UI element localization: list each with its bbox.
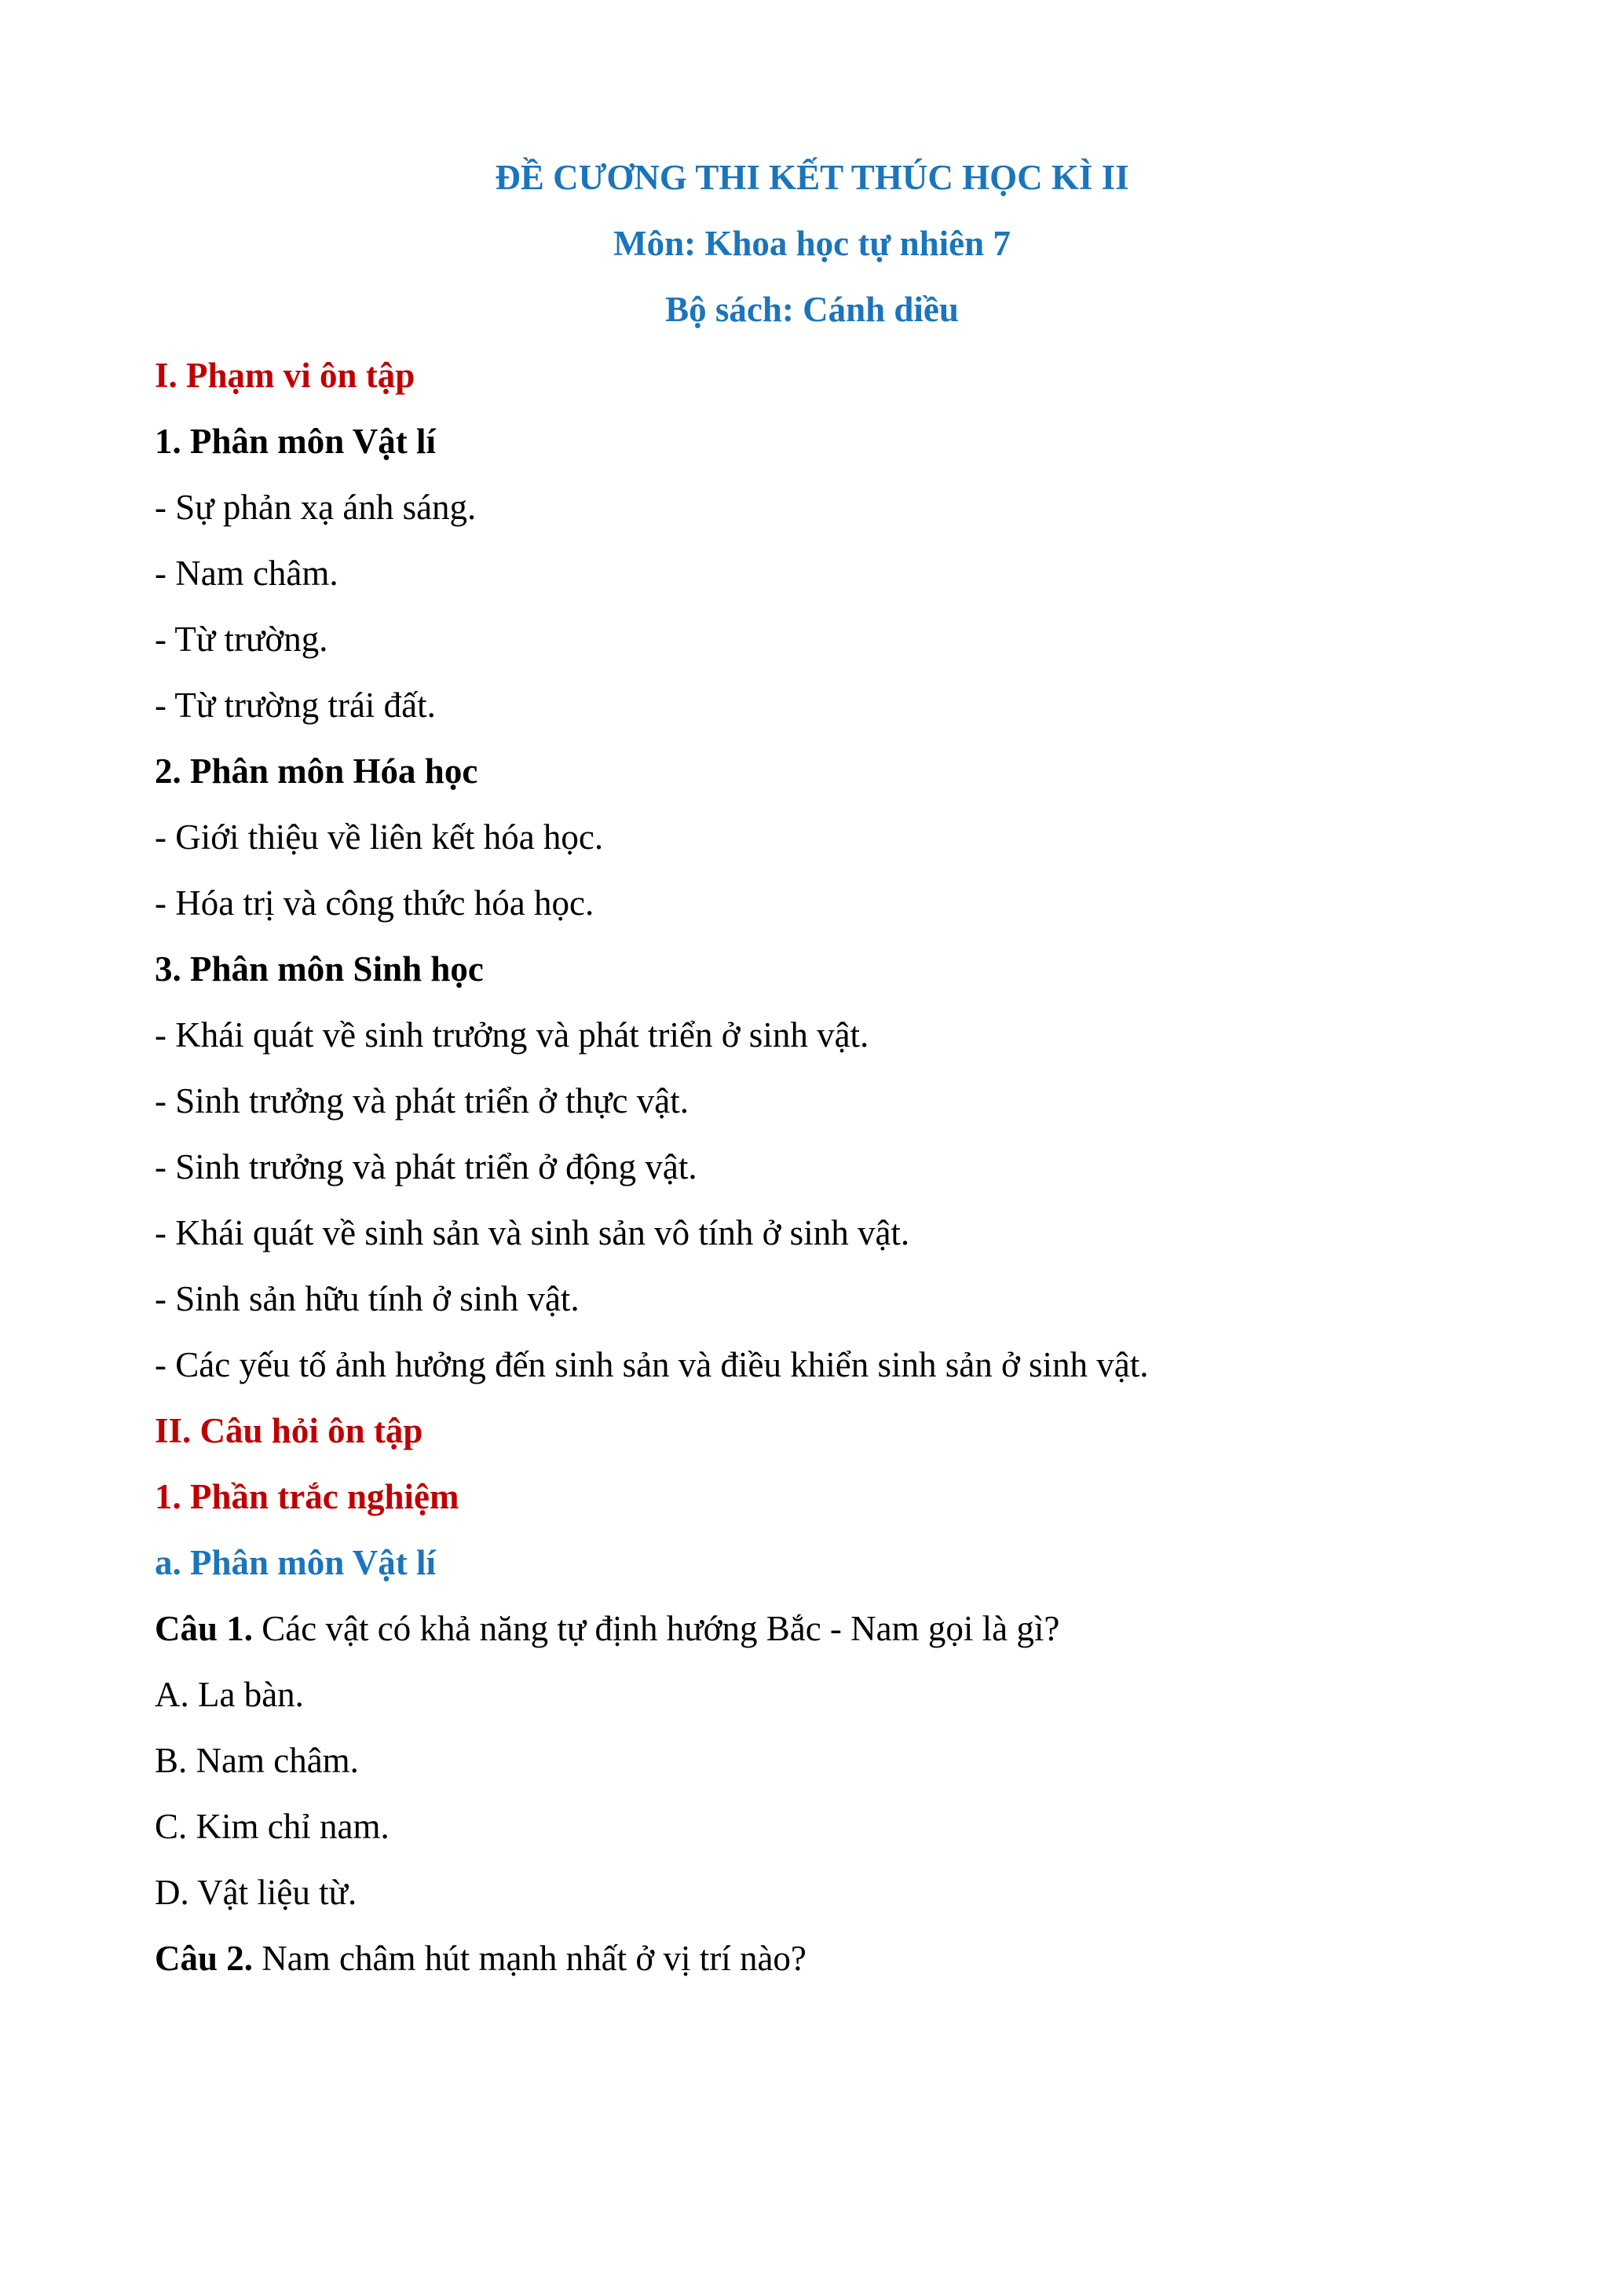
- question-text: Nam châm hút mạnh nhất ở vị trí nào?: [253, 1939, 807, 1978]
- section-heading-scope: I. Phạm vi ôn tập: [155, 356, 415, 395]
- question-1: [155, 1607, 1059, 1651]
- biology-heading: 3. Phân môn Sinh học: [155, 949, 484, 989]
- question-label: Câu 1.: [155, 1609, 254, 1648]
- document-title: ĐỀ CƯƠNG THI KẾT THÚC HỌC KÌ II: [495, 158, 1129, 197]
- multiple-choice-heading: 1. Phần trắc nghiệm: [155, 1477, 459, 1516]
- list-item: - Hóa trị và công thức hóa học.: [155, 883, 594, 923]
- list-item: - Nam châm.: [155, 554, 338, 593]
- answer-option: B. Nam châm.: [155, 1741, 359, 1780]
- list-item: - Từ trường trái đất.: [155, 686, 436, 725]
- question-label: Câu 2.: [155, 1939, 254, 1978]
- section-heading-questions: II. Câu hỏi ôn tập: [155, 1411, 423, 1450]
- answer-option: C. Kim chỉ nam.: [155, 1807, 390, 1846]
- list-item: - Giới thiệu về liên kết hóa học.: [155, 817, 604, 857]
- list-item: - Sự phản xạ ánh sáng.: [155, 488, 477, 527]
- chemistry-heading: 2. Phân môn Hóa học: [155, 751, 478, 791]
- answer-option: A. La bàn.: [155, 1675, 304, 1714]
- physics-subheading: a. Phân môn Vật lí: [155, 1543, 436, 1582]
- list-item: - Sinh trưởng và phát triển ở động vật.: [155, 1147, 697, 1186]
- answer-option: D. Vật liệu từ.: [155, 1873, 357, 1912]
- list-item: - Khái quát về sinh sản và sinh sản vô tính ở sinh vật.: [155, 1213, 910, 1252]
- list-item: - Các yếu tố ảnh hưởng đến sinh sản và điều khiển sinh sản ở sinh vật.: [155, 1345, 1149, 1384]
- question-text: Các vật có khả năng tự định hướng Bắc - Nam gọi là gì?: [253, 1609, 1060, 1648]
- book-line: Bộ sách: Cánh diều: [665, 290, 959, 329]
- physics-heading: 1. Phân môn Vật lí: [155, 422, 436, 461]
- question-2: [155, 1936, 807, 1980]
- list-item: - Sinh sản hữu tính ở sinh vật.: [155, 1279, 580, 1318]
- list-item: - Sinh trưởng và phát triển ở thực vật.: [155, 1081, 689, 1121]
- list-item: - Khái quát về sinh trưởng và phát triển ở sinh vật.: [155, 1015, 869, 1055]
- subject-line: Môn: Khoa học tự nhiên 7: [613, 224, 1011, 263]
- list-item: - Từ trường.: [155, 620, 328, 659]
